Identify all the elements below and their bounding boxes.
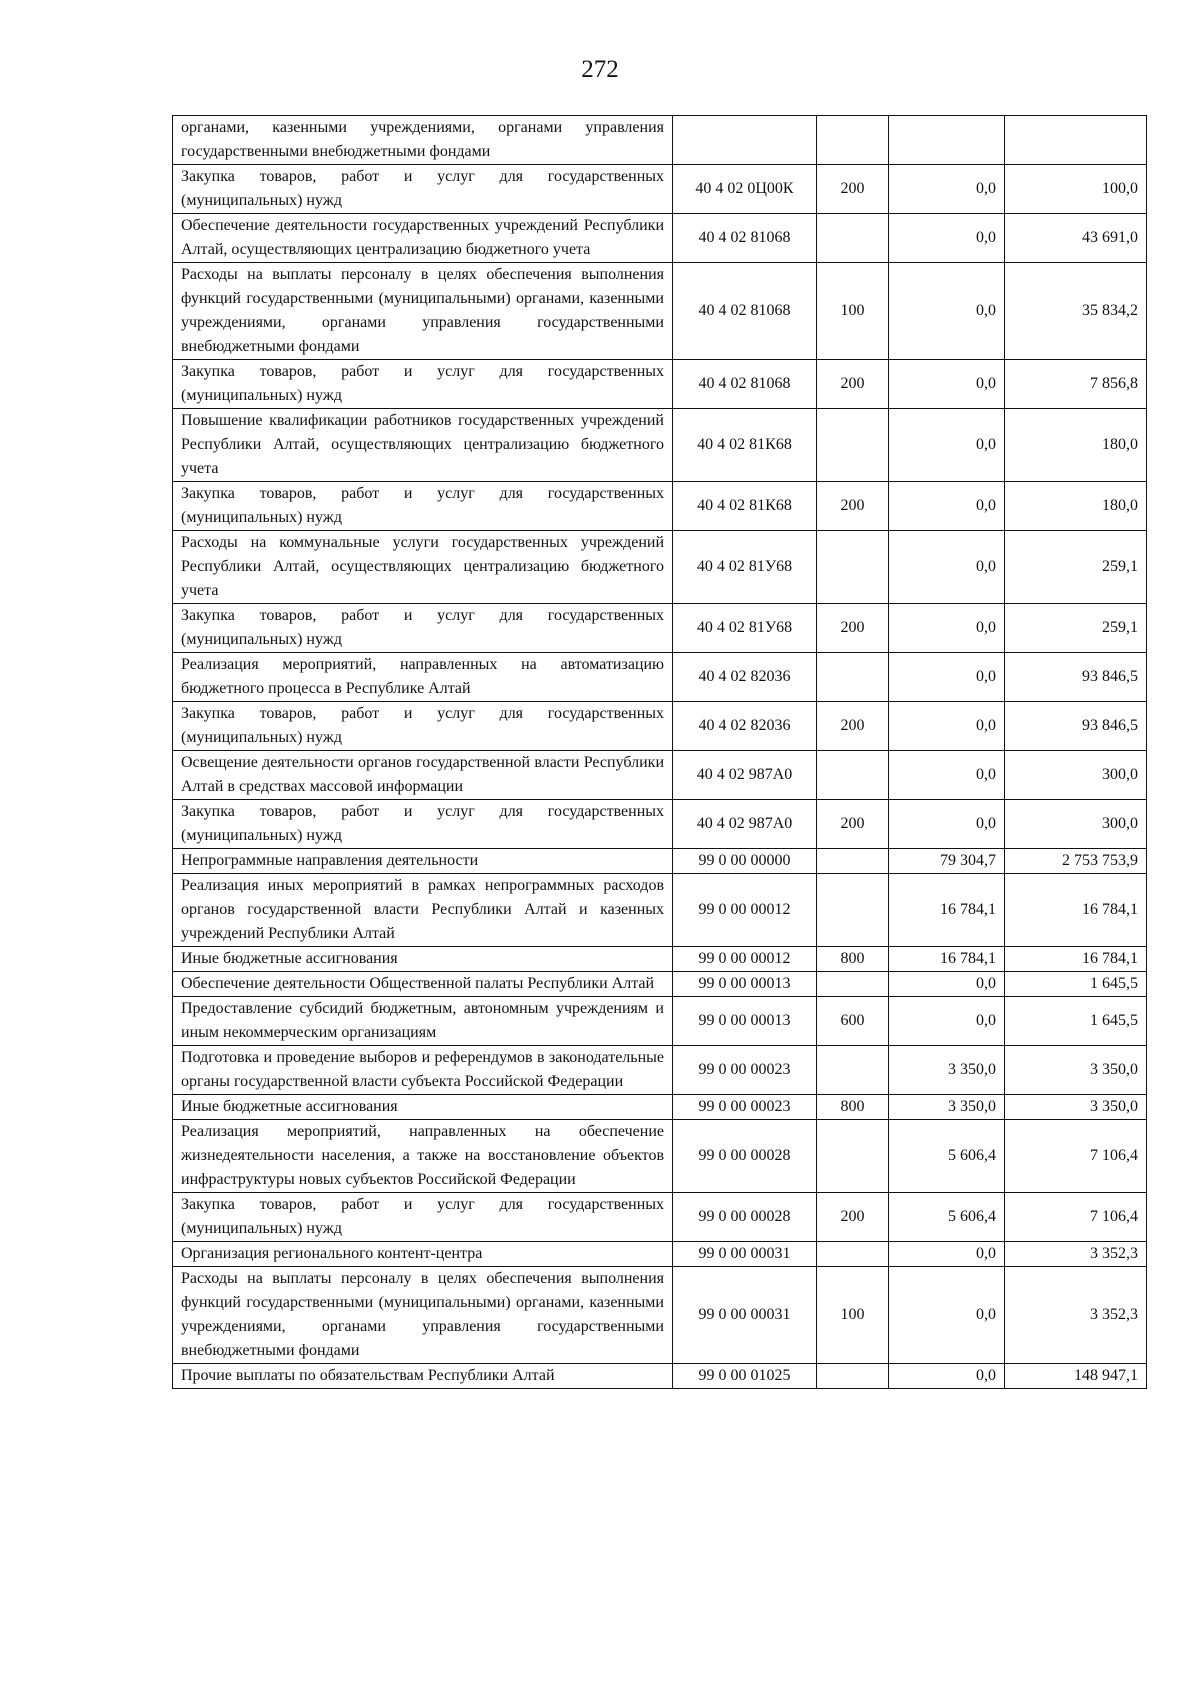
expense-type-code bbox=[817, 1120, 889, 1193]
item-name: Освещение деятельности органов государственной власти Республики Алтай в средствах массовой информации bbox=[173, 751, 673, 800]
item-name: Расходы на выплаты персоналу в целях обеспечения выполнения функций государственными (муниципальными) органами, казенными учреждениями, органами управления государственными внебюджетными фондами bbox=[173, 1267, 673, 1364]
item-name: Закупка товаров, работ и услуг для государственных (муниципальных) нужд bbox=[173, 360, 673, 409]
expense-type-code: 200 bbox=[817, 604, 889, 653]
expense-type-code: 200 bbox=[817, 482, 889, 531]
amount-year-1: 0,0 bbox=[889, 360, 1005, 409]
amount-year-2: 1 645,5 bbox=[1005, 997, 1147, 1046]
expense-type-code: 200 bbox=[817, 702, 889, 751]
amount-year-1: 0,0 bbox=[889, 1364, 1005, 1389]
item-name: Непрограммные направления деятельности bbox=[173, 849, 673, 874]
expense-type-code bbox=[817, 214, 889, 263]
table-row bbox=[173, 1120, 1147, 1193]
target-article-code: 99 0 00 00013 bbox=[673, 972, 817, 997]
target-article-code: 40 4 02 81К68 bbox=[673, 409, 817, 482]
item-name: Закупка товаров, работ и услуг для государственных (муниципальных) нужд bbox=[173, 1193, 673, 1242]
amount-year-1: 0,0 bbox=[889, 800, 1005, 849]
item-name: органами, казенными учреждениями, органами управления государственными внебюджетными фондами bbox=[173, 116, 673, 165]
amount-year-1: 3 350,0 bbox=[889, 1095, 1005, 1120]
expense-type-code: 800 bbox=[817, 1095, 889, 1120]
table-row bbox=[173, 360, 1147, 409]
amount-year-2: 180,0 bbox=[1005, 482, 1147, 531]
expense-type-code bbox=[817, 1046, 889, 1095]
target-article-code: 99 0 00 00012 bbox=[673, 874, 817, 947]
amount-year-1: 0,0 bbox=[889, 1267, 1005, 1364]
table-row bbox=[173, 972, 1147, 997]
amount-year-1 bbox=[889, 116, 1005, 165]
amount-year-1: 0,0 bbox=[889, 531, 1005, 604]
target-article-code: 40 4 02 987А0 bbox=[673, 800, 817, 849]
amount-year-2: 259,1 bbox=[1005, 604, 1147, 653]
item-name: Организация регионального контент-центра bbox=[173, 1242, 673, 1267]
amount-year-1: 0,0 bbox=[889, 653, 1005, 702]
table-row bbox=[173, 1193, 1147, 1242]
target-article-code: 40 4 02 81К68 bbox=[673, 482, 817, 531]
budget-table-body bbox=[173, 116, 1147, 1389]
amount-year-2: 93 846,5 bbox=[1005, 702, 1147, 751]
expense-type-code bbox=[817, 751, 889, 800]
table-row bbox=[173, 531, 1147, 604]
item-name: Закупка товаров, работ и услуг для государственных (муниципальных) нужд bbox=[173, 800, 673, 849]
target-article-code: 99 0 00 00012 bbox=[673, 947, 817, 972]
item-name: Расходы на коммунальные услуги государственных учреждений Республики Алтай, осуществляющих централизацию бюджетного учета bbox=[173, 531, 673, 604]
target-article-code: 40 4 02 82036 bbox=[673, 653, 817, 702]
item-name: Реализация иных мероприятий в рамках непрограммных расходов органов государственной власти Республики Алтай и казенных учреждений Республики Алтай bbox=[173, 874, 673, 947]
table-row bbox=[173, 653, 1147, 702]
expense-type-code bbox=[817, 972, 889, 997]
amount-year-2: 16 784,1 bbox=[1005, 874, 1147, 947]
table-row bbox=[173, 214, 1147, 263]
item-name: Иные бюджетные ассигнования bbox=[173, 947, 673, 972]
table-row bbox=[173, 409, 1147, 482]
item-name: Расходы на выплаты персоналу в целях обеспечения выполнения функций государственными (муниципальными) органами, казенными учреждениями, органами управления государственными внебюджетными фондами bbox=[173, 263, 673, 360]
target-article-code: 99 0 00 00031 bbox=[673, 1267, 817, 1364]
amount-year-2: 3 352,3 bbox=[1005, 1242, 1147, 1267]
amount-year-2: 7 856,8 bbox=[1005, 360, 1147, 409]
table-row bbox=[173, 1267, 1147, 1364]
target-article-code: 99 0 00 00023 bbox=[673, 1095, 817, 1120]
amount-year-2: 3 350,0 bbox=[1005, 1046, 1147, 1095]
amount-year-2: 300,0 bbox=[1005, 800, 1147, 849]
amount-year-2: 7 106,4 bbox=[1005, 1120, 1147, 1193]
target-article-code: 99 0 00 00028 bbox=[673, 1193, 817, 1242]
target-article-code: 40 4 02 81068 bbox=[673, 360, 817, 409]
amount-year-2: 300,0 bbox=[1005, 751, 1147, 800]
amount-year-1: 0,0 bbox=[889, 409, 1005, 482]
item-name: Иные бюджетные ассигнования bbox=[173, 1095, 673, 1120]
item-name: Подготовка и проведение выборов и референдумов в законодательные органы государственной власти субъекта Российской Федерации bbox=[173, 1046, 673, 1095]
item-name: Повышение квалификации работников государственных учреждений Республики Алтай, осуществляющих централизацию бюджетного учета bbox=[173, 409, 673, 482]
expense-type-code: 200 bbox=[817, 165, 889, 214]
amount-year-1: 0,0 bbox=[889, 214, 1005, 263]
table-row bbox=[173, 263, 1147, 360]
expense-type-code: 200 bbox=[817, 800, 889, 849]
amount-year-1: 0,0 bbox=[889, 997, 1005, 1046]
table-row bbox=[173, 1364, 1147, 1389]
expense-type-code bbox=[817, 1364, 889, 1389]
expense-type-code bbox=[817, 116, 889, 165]
amount-year-2: 43 691,0 bbox=[1005, 214, 1147, 263]
amount-year-1: 5 606,4 bbox=[889, 1193, 1005, 1242]
amount-year-2: 93 846,5 bbox=[1005, 653, 1147, 702]
amount-year-2: 7 106,4 bbox=[1005, 1193, 1147, 1242]
expense-type-code: 800 bbox=[817, 947, 889, 972]
expense-type-code bbox=[817, 1242, 889, 1267]
item-name: Обеспечение деятельности государственных учреждений Республики Алтай, осуществляющих централизацию бюджетного учета bbox=[173, 214, 673, 263]
target-article-code: 99 0 00 00013 bbox=[673, 997, 817, 1046]
item-name: Реализация мероприятий, направленных на автоматизацию бюджетного процесса в Республике Алтай bbox=[173, 653, 673, 702]
table-row bbox=[173, 1095, 1147, 1120]
table-row bbox=[173, 702, 1147, 751]
table-row bbox=[173, 1242, 1147, 1267]
amount-year-2: 180,0 bbox=[1005, 409, 1147, 482]
amount-year-2: 2 753 753,9 bbox=[1005, 849, 1147, 874]
amount-year-1: 16 784,1 bbox=[889, 947, 1005, 972]
table-row bbox=[173, 751, 1147, 800]
expense-type-code: 200 bbox=[817, 360, 889, 409]
target-article-code: 40 4 02 82036 bbox=[673, 702, 817, 751]
item-name: Предоставление субсидий бюджетным, автономным учреждениям и иным некоммерческим организациям bbox=[173, 997, 673, 1046]
amount-year-1: 0,0 bbox=[889, 1242, 1005, 1267]
table-row bbox=[173, 874, 1147, 947]
table-row bbox=[173, 116, 1147, 165]
table-row bbox=[173, 800, 1147, 849]
amount-year-1: 0,0 bbox=[889, 263, 1005, 360]
item-name: Закупка товаров, работ и услуг для государственных (муниципальных) нужд bbox=[173, 165, 673, 214]
amount-year-1: 16 784,1 bbox=[889, 874, 1005, 947]
target-article-code: 40 4 02 81У68 bbox=[673, 531, 817, 604]
amount-year-1: 0,0 bbox=[889, 482, 1005, 531]
amount-year-2 bbox=[1005, 116, 1147, 165]
target-article-code: 99 0 00 00023 bbox=[673, 1046, 817, 1095]
amount-year-2: 3 352,3 bbox=[1005, 1267, 1147, 1364]
table-row bbox=[173, 1046, 1147, 1095]
amount-year-1: 0,0 bbox=[889, 165, 1005, 214]
table-row bbox=[173, 165, 1147, 214]
item-name: Прочие выплаты по обязательствам Республики Алтай bbox=[173, 1364, 673, 1389]
target-article-code: 99 0 00 00031 bbox=[673, 1242, 817, 1267]
expense-type-code: 600 bbox=[817, 997, 889, 1046]
item-name: Реализация мероприятий, направленных на обеспечение жизнедеятельности населения, а также на восстановление объектов инфраструктуры новых субъектов Российской Федерации bbox=[173, 1120, 673, 1193]
amount-year-2: 148 947,1 bbox=[1005, 1364, 1147, 1389]
target-article-code: 99 0 00 01025 bbox=[673, 1364, 817, 1389]
target-article-code: 40 4 02 81068 bbox=[673, 214, 817, 263]
table-row bbox=[173, 947, 1147, 972]
amount-year-2: 100,0 bbox=[1005, 165, 1147, 214]
expense-type-code bbox=[817, 653, 889, 702]
expense-type-code: 100 bbox=[817, 263, 889, 360]
target-article-code: 99 0 00 00000 bbox=[673, 849, 817, 874]
target-article-code: 40 4 02 987А0 bbox=[673, 751, 817, 800]
item-name: Закупка товаров, работ и услуг для государственных (муниципальных) нужд bbox=[173, 702, 673, 751]
target-article-code: 40 4 02 0Ц00К bbox=[673, 165, 817, 214]
table-row bbox=[173, 604, 1147, 653]
item-name: Закупка товаров, работ и услуг для государственных (муниципальных) нужд bbox=[173, 482, 673, 531]
amount-year-1: 3 350,0 bbox=[889, 1046, 1005, 1095]
amount-year-1: 0,0 bbox=[889, 972, 1005, 997]
amount-year-2: 35 834,2 bbox=[1005, 263, 1147, 360]
item-name: Закупка товаров, работ и услуг для государственных (муниципальных) нужд bbox=[173, 604, 673, 653]
target-article-code bbox=[673, 116, 817, 165]
amount-year-1: 0,0 bbox=[889, 751, 1005, 800]
expense-type-code bbox=[817, 409, 889, 482]
amount-year-2: 16 784,1 bbox=[1005, 947, 1147, 972]
expense-type-code bbox=[817, 531, 889, 604]
amount-year-1: 0,0 bbox=[889, 702, 1005, 751]
table-row bbox=[173, 997, 1147, 1046]
expense-type-code bbox=[817, 849, 889, 874]
amount-year-1: 0,0 bbox=[889, 604, 1005, 653]
budget-table bbox=[172, 115, 1147, 1389]
target-article-code: 99 0 00 00028 bbox=[673, 1120, 817, 1193]
amount-year-1: 79 304,7 bbox=[889, 849, 1005, 874]
amount-year-1: 5 606,4 bbox=[889, 1120, 1005, 1193]
amount-year-2: 3 350,0 bbox=[1005, 1095, 1147, 1120]
expense-type-code: 200 bbox=[817, 1193, 889, 1242]
table-row bbox=[173, 849, 1147, 874]
amount-year-2: 1 645,5 bbox=[1005, 972, 1147, 997]
amount-year-2: 259,1 bbox=[1005, 531, 1147, 604]
table-row bbox=[173, 482, 1147, 531]
expense-type-code: 100 bbox=[817, 1267, 889, 1364]
target-article-code: 40 4 02 81068 bbox=[673, 263, 817, 360]
target-article-code: 40 4 02 81У68 bbox=[673, 604, 817, 653]
expense-type-code bbox=[817, 874, 889, 947]
item-name: Обеспечение деятельности Общественной палаты Республики Алтай bbox=[173, 972, 673, 997]
page-number: 272 bbox=[581, 56, 619, 83]
